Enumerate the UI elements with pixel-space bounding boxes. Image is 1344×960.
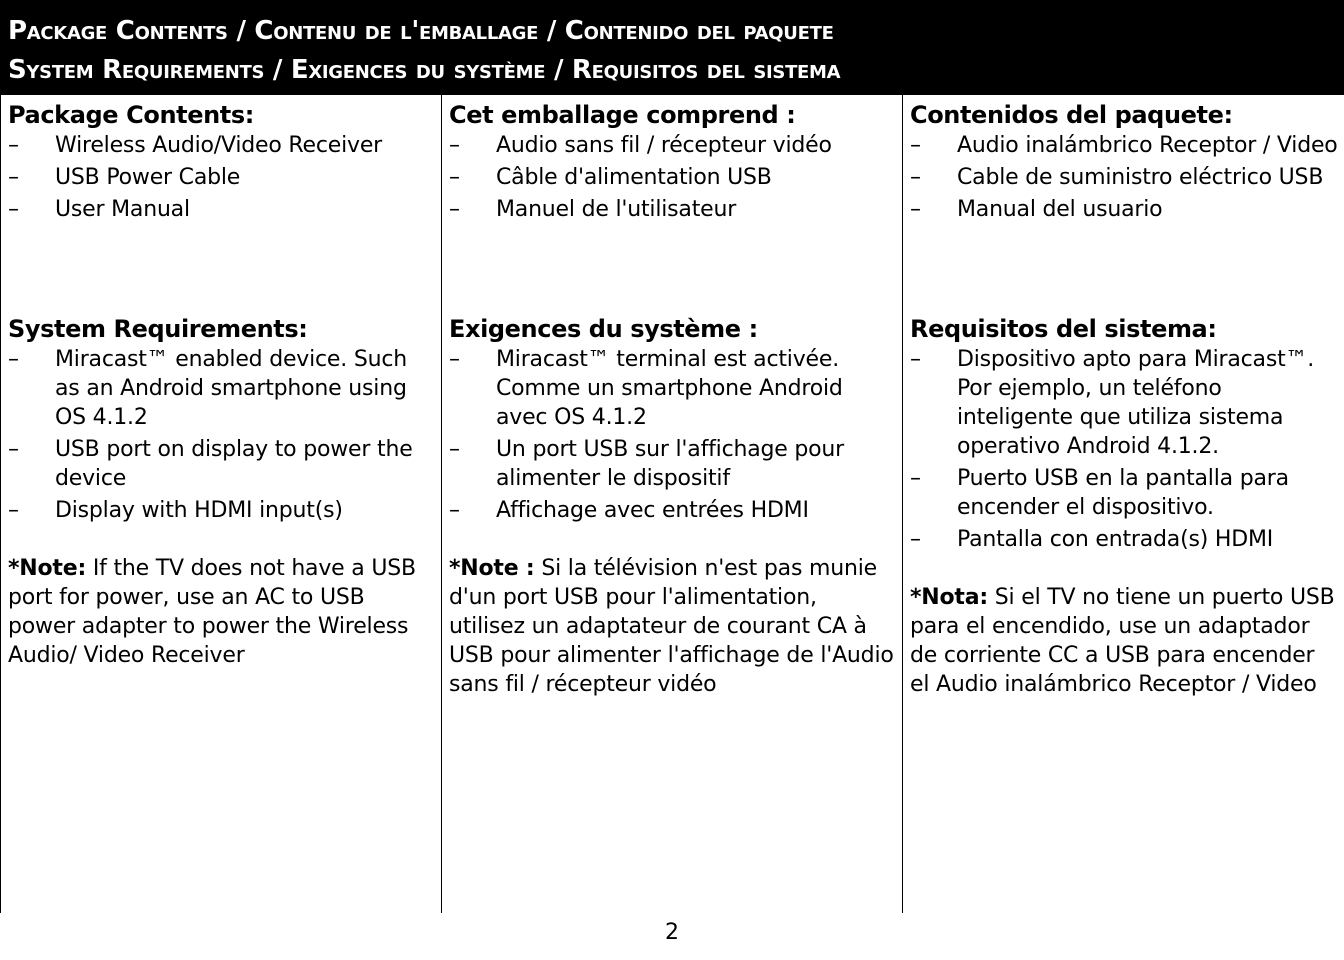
list-dash: – xyxy=(910,133,921,158)
list-item xyxy=(449,496,896,525)
list-item xyxy=(8,496,435,525)
system-requirements-list xyxy=(449,345,896,525)
package-contents-list xyxy=(449,131,896,224)
note-text: Si la télévision n'est pas munie d'un port USB pour l'alimentation, utilisez un adaptateur de courant CA à USB pour alimenter l'affichage de l'Audio sans fil / récepteur vidéo xyxy=(449,556,894,697)
list-item xyxy=(8,435,435,493)
system-requirements-section xyxy=(8,313,435,692)
header-banner xyxy=(0,0,1344,95)
list-item-text: Un port USB sur l'affichage pour alimenter le dispositif xyxy=(496,437,844,491)
list-item xyxy=(910,345,1338,461)
list-item xyxy=(449,163,896,192)
package-contents-heading: Cet emballage comprend : xyxy=(449,101,796,129)
list-dash: – xyxy=(449,347,460,372)
list-dash: – xyxy=(449,498,460,523)
list-dash: – xyxy=(8,197,19,222)
list-item xyxy=(8,131,435,160)
list-item-text: USB port on display to power the device xyxy=(55,437,413,491)
system-requirements-section xyxy=(449,313,896,721)
list-dash: – xyxy=(910,347,921,372)
column-spanish xyxy=(902,95,1344,913)
list-dash: – xyxy=(8,133,19,158)
list-dash: – xyxy=(8,165,19,190)
list-item xyxy=(449,345,896,432)
system-requirements-list xyxy=(910,345,1338,554)
list-item-text: Audio sans fil / récepteur vidéo xyxy=(496,133,832,158)
system-requirements-heading: Requisitos del sistema: xyxy=(910,315,1217,343)
list-item-text: Manual del usuario xyxy=(957,197,1163,222)
package-contents-list xyxy=(910,131,1338,224)
column-french xyxy=(441,95,902,913)
list-dash: – xyxy=(449,165,460,190)
list-dash: – xyxy=(910,527,921,552)
note-label: *Nota: xyxy=(910,585,988,610)
list-dash: – xyxy=(910,197,921,222)
note-label: *Note: xyxy=(8,556,87,581)
list-item xyxy=(910,163,1338,192)
note-paragraph xyxy=(8,554,435,670)
language-columns xyxy=(0,95,1344,913)
list-item xyxy=(449,435,896,493)
list-dash: – xyxy=(910,466,921,491)
list-item xyxy=(910,525,1338,554)
header-title-line-1: Package Contents / Contenu de l'emballage / Contenido del paquete xyxy=(8,16,834,46)
package-contents-heading: Package Contents: xyxy=(8,101,254,129)
list-item xyxy=(910,195,1338,224)
package-contents-list xyxy=(8,131,435,224)
list-item-text: Manuel de l'utilisateur xyxy=(496,197,737,222)
system-requirements-list xyxy=(8,345,435,525)
list-item-text: Display with HDMI input(s) xyxy=(55,498,343,523)
list-item-text: Puerto USB en la pantalla para encender el dispositivo. xyxy=(957,466,1289,520)
list-item xyxy=(8,345,435,432)
list-item-text: User Manual xyxy=(55,197,190,222)
note-paragraph xyxy=(910,583,1338,699)
list-item-text: Affichage avec entrées HDMI xyxy=(496,498,809,523)
list-item-text: Dispositivo apto para Miracast™. Por ejemplo, un teléfono inteligente que utiliza sistema operativo Android 4.1.2. xyxy=(957,347,1315,459)
system-requirements-section xyxy=(910,313,1338,721)
list-dash: – xyxy=(8,498,19,523)
list-item xyxy=(449,131,896,160)
column-english xyxy=(0,95,441,913)
list-dash: – xyxy=(449,197,460,222)
list-item xyxy=(449,195,896,224)
list-dash: – xyxy=(910,165,921,190)
list-item-text: Miracast™ enabled device. Such as an Android smartphone using OS 4.1.2 xyxy=(55,347,408,430)
list-item-text: Audio inalámbrico Receptor / Video xyxy=(957,133,1338,158)
list-item-text: Câble d'alimentation USB xyxy=(496,165,772,190)
list-item xyxy=(8,163,435,192)
list-item xyxy=(910,131,1338,160)
list-dash: – xyxy=(8,437,19,462)
system-requirements-heading: System Requirements: xyxy=(8,315,308,343)
note-label: *Note : xyxy=(449,556,535,581)
list-item-text: Miracast™ terminal est activée. Comme un smartphone Android avec OS 4.1.2 xyxy=(496,347,843,430)
list-item xyxy=(910,464,1338,522)
list-dash: – xyxy=(449,133,460,158)
list-dash: – xyxy=(8,347,19,372)
note-text: If the TV does not have a USB port for power, use an AC to USB power adapter to power the Wireless Audio/ Video Receiver xyxy=(8,556,416,668)
list-dash: – xyxy=(449,437,460,462)
list-item-text: Wireless Audio/Video Receiver xyxy=(55,133,382,158)
list-item-text: Cable de suministro eléctrico USB xyxy=(957,165,1324,190)
note-text: Si el TV no tiene un puerto USB para el encendido, use un adaptador de corriente CC a USB para encender el Audio inalámbrico Receptor / Video xyxy=(910,585,1335,697)
list-item-text: USB Power Cable xyxy=(55,165,241,190)
page-number: 2 xyxy=(665,920,679,945)
system-requirements-heading: Exigences du système : xyxy=(449,315,758,343)
note-paragraph xyxy=(449,554,896,699)
header-title-line-2: System Requirements / Exigences du système / Requisitos del sistema xyxy=(8,55,841,85)
list-item-text: Pantalla con entrada(s) HDMI xyxy=(957,527,1274,552)
package-contents-heading: Contenidos del paquete: xyxy=(910,101,1233,129)
list-item xyxy=(8,195,435,224)
